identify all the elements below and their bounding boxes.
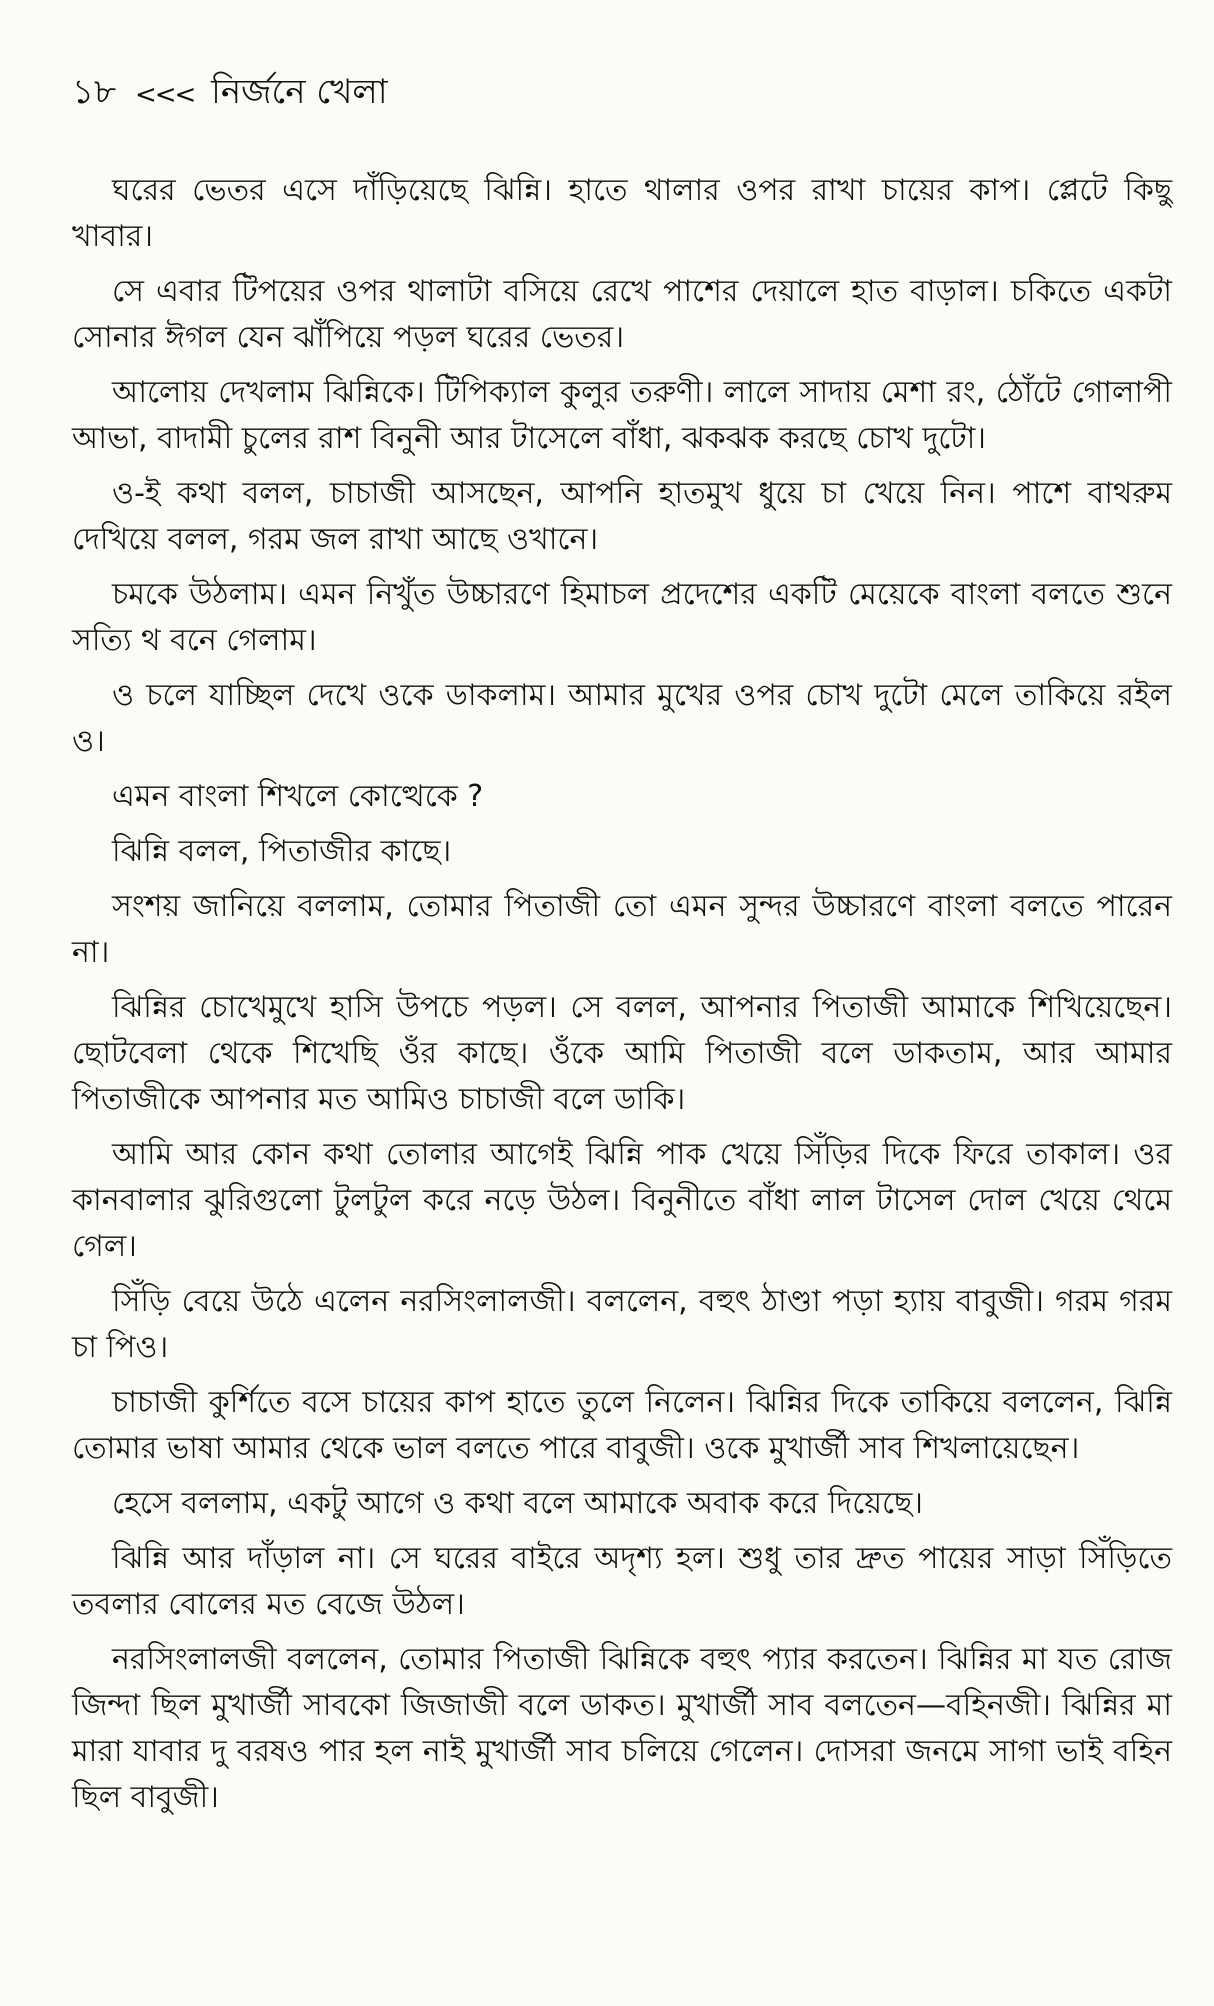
book-title: নির্জনে খেলা (211, 72, 388, 112)
paragraph: হেসে বললাম, একটু আগে ও কথা বলে আমাকে অবাক করে দিয়েছে। (112, 1486, 923, 1521)
paragraph: সে এবার টিপয়ের ওপর থালাটা বসিয়ে রেখে পাশের দেয়ালে হাত বাড়াল। চকিতে একটা সোনার ঈগল যেন ঝাঁপিয়ে পড়ল ঘরের ভেতর। (72, 274, 1172, 355)
paragraph: চাচাজী কুর্শিতে বসে চায়ের কাপ হাতে তুলে নিলেন। ঝিন্নির দিকে তাকিয়ে বললেন, ঝিন্নি তোমার ভাষা আমার থেকে ভাল বলতে পারে বাবুজী। ওকে মুখার্জী সাব শিখলায়েছেন। (72, 1385, 1172, 1466)
paragraph: নরসিংলালজী বললেন, তোমার পিতাজী ঝিন্নিকে বহুৎ প্যার করতেন। ঝিন্নির মা যত রোজ জিন্দা ছিল মুখার্জী সাবকো জিজাজী বলে ডাকত। মুখার্জী সাব বলতেন—বহিনজী। ঝিন্নির মা মারা যাবার দু বরষও পার হল নাই মুখার্জী সাব চলিয়ে গেলেন। দোসরা জনমে সাগা ভাই বহিন ছিল বাবুজী। (72, 1642, 1172, 1815)
paragraph: আলোয় দেখলাম ঝিন্নিকে। টিপিক্যাল কুলুর তরুণী। লালে সাদায় মেশা রং, ঠোঁটে গোলাপী আভা, বাদামী চুলের রাশ বিনুনী আর টাসেলে বাঁধা, ঝকঝক করছে চোখ দুটো। (72, 375, 1172, 456)
paragraph: ঝিন্নির চোখেমুখে হাসি উপচে পড়ল। সে বলল, আপনার পিতাজী আমাকে শিখিয়েছেন। ছোটবেলা থেকে শিখেছি ওঁর কাছে। ওঁকে আমি পিতাজী বলে ডাকতাম, আর আমার পিতাজীকে আপনার মত আমিও চাচাজী বলে ডাকি। (72, 990, 1172, 1117)
page-number: ১৮ (72, 72, 117, 112)
paragraph: আমি আর কোন কথা তোলার আগেই ঝিন্নি পাক খেয়ে সিঁড়ির দিকে ফিরে তাকাল। ওর কানবালার ঝুরিগুলো টুলটুল করে নড়ে উঠল। বিনুনীতে বাঁধা লাল টাসেল দোল খেয়ে থেমে গেল। (72, 1137, 1172, 1264)
body-text (72, 168, 1172, 1830)
paragraph: এমন বাংলা শিখলে কোত্থেকে ? (112, 779, 484, 814)
paragraph: ঝিন্নি আর দাঁড়াল না। সে ঘরের বাইরে অদৃশ্য হল। শুধু তার দ্রুত পায়ের সাড়া সিঁড়িতে তবলার বোলের মত বেজে উঠল। (72, 1541, 1172, 1622)
paragraph: সংশয় জানিয়ে বললাম, তোমার পিতাজী তো এমন সুন্দর উচ্চারণে বাংলা বলতে পারেন না। (72, 889, 1172, 970)
paragraph: ঘরের ভেতর এসে দাঁড়িয়েছে ঝিন্নি। হাতে থালার ওপর রাখা চায়ের কাপ। প্লেটে কিছু খাবার। (72, 173, 1172, 254)
paragraph: ও-ই কথা বলল, চাচাজী আসছেন, আপনি হাতমুখ ধুয়ে চা খেয়ে নিন। পাশে বাথরুম দেখিয়ে বলল, গরম জল রাখা আছে ওখানে। (72, 476, 1172, 557)
paragraph: সিঁড়ি বেয়ে উঠে এলেন নরসিংলালজী। বললেন, বহুৎ ঠাণ্ডা পড়া হ্যায় বাবুজী। গরম গরম চা পিও। (72, 1284, 1172, 1365)
paragraph: ঝিন্নি বলল, পিতাজীর কাছে। (112, 834, 452, 869)
ornament-icon: <<< (134, 80, 195, 110)
running-head (72, 70, 388, 117)
paragraph: ও চলে যাচ্ছিল দেখে ওকে ডাকলাম। আমার মুখের ওপর চোখ দুটো মেলে তাকিয়ে রইল ও। (72, 678, 1172, 759)
paragraph: চমকে উঠলাম। এমন নিখুঁত উচ্চারণে হিমাচল প্রদেশের একটি মেয়েকে বাংলা বলতে শুনে সত্যি থ বনে গেলাম। (72, 577, 1172, 658)
